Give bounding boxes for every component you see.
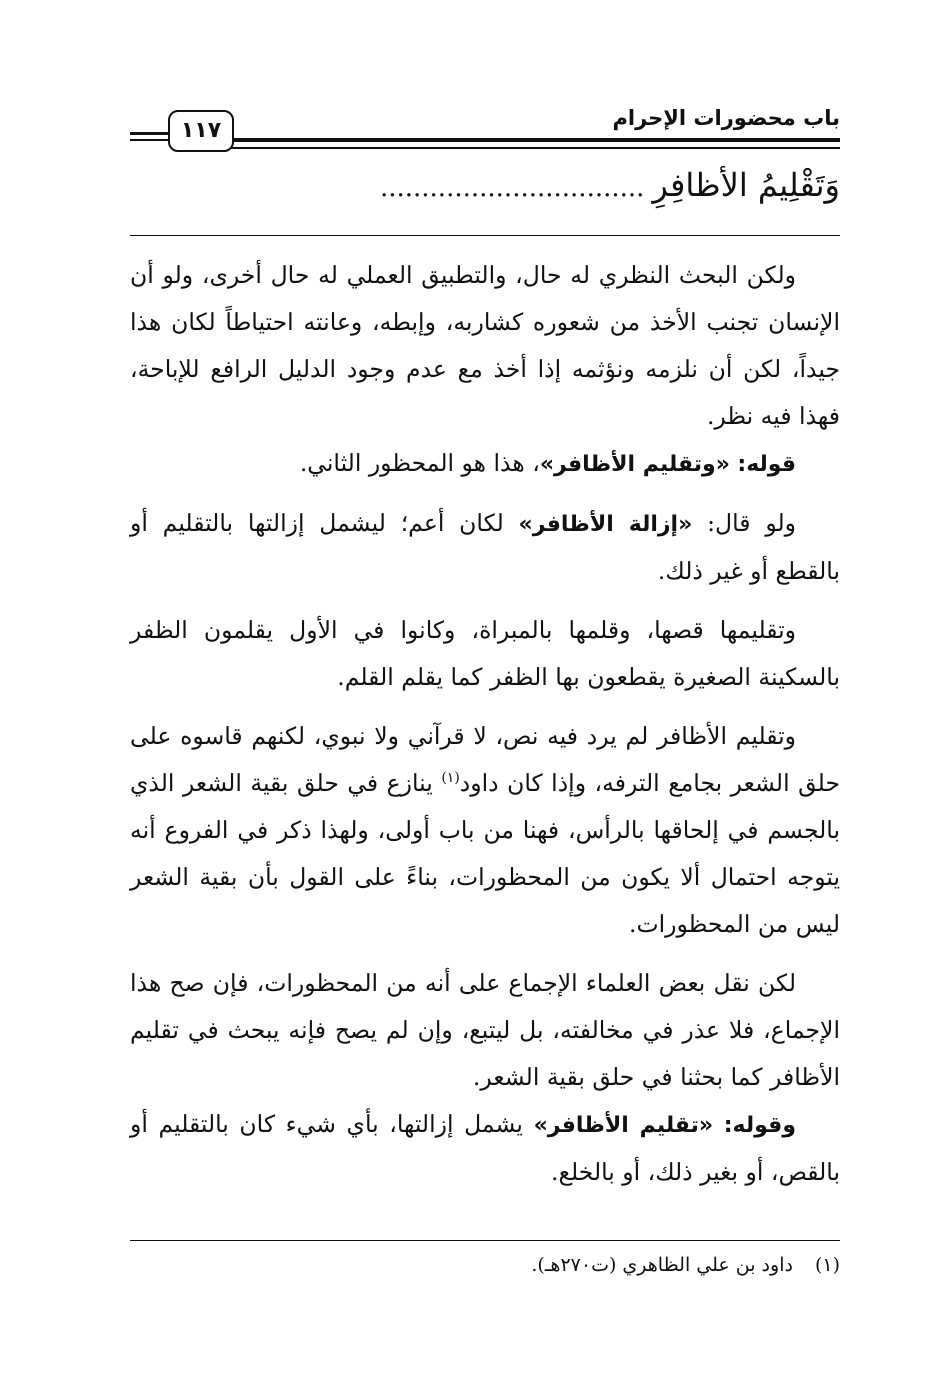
paragraph-text: ولكن البحث النظري له حال، والتطبيق العملي له حال أخرى، ولو أن الإنسان تجنب الأخذ من شعوره كشاربه، وإبطه، وعانته احتياطاً لكان هذا جيداً، لكن أن نلزمه ونؤثمه إذا أخذ مع عدم وجود الدليل الرافع للإباحة، فهذا فيه نظر. xyxy=(130,261,840,430)
quoted-term: «إزالة الأظافر» xyxy=(518,512,693,537)
paragraph-1 xyxy=(130,252,840,440)
footnote-divider xyxy=(130,1240,840,1241)
paragraph-6 xyxy=(130,960,840,1101)
paragraph-3 xyxy=(130,500,840,595)
section-heading-text: وَتَقْلِيمُ الأظافِرِ xyxy=(652,166,840,204)
section-divider xyxy=(130,235,840,236)
running-header xyxy=(130,106,840,154)
paragraph-4 xyxy=(130,607,840,701)
paragraph-lead: قوله: xyxy=(737,452,796,477)
paragraph-text: ، هذا هو المحظور الثاني. xyxy=(299,449,540,477)
footnote xyxy=(130,1250,840,1280)
paragraph-text: لكان أعم؛ ليشمل إزالتها بالتقليم أو بالقطع أو غير ذلك. xyxy=(130,509,840,585)
paragraph-text: ينازع في حلق بقية الشعر الذي بالجسم في إلحاقها بالرأس، فهنا من باب أولى، ولهذا ذكر في الفروع أنه يتوجه احتمال ألا يكون من المحظورات، بناءً على القول بأن بقية الشعر ليس من المحظورات. xyxy=(130,769,840,938)
paragraph-5 xyxy=(130,713,840,948)
paragraph-lead: وقوله: xyxy=(723,1113,796,1138)
header-rule-left xyxy=(130,132,172,141)
footnote-number: (١) xyxy=(814,1254,840,1276)
paragraph-text: وتقليمها قصها، وقلمها بالمبراة، وكانوا في الأول يقلمون الظفر بالسكينة الصغيرة يقطعون بها الظفر كما يقلم القلم. xyxy=(130,616,840,691)
paragraph-text: لكن نقل بعض العلماء الإجماع على أنه من المحظورات، فإن صح هذا الإجماع، فلا عذر في مخالفته، بل ليتبع، وإن لم يصح فإنه يبحث في تقليم الأظافر كما بحثنا في حلق بقية الشعر. xyxy=(130,969,840,1091)
paragraph-lead: ولو قال: xyxy=(707,509,796,537)
section-heading-dots: ................................ xyxy=(379,173,645,203)
paragraph-text: وتقليم الأظافر لم يرد فيه نص، لا قرآني ولا نبوي، لكنهم قاسوه على حلق الشعر بجامع الترفه، وإذا كان داود xyxy=(130,722,840,797)
paragraph-7 xyxy=(130,1101,840,1196)
chapter-title: باب محضورات الإحرام xyxy=(612,106,840,130)
body-text xyxy=(130,252,840,1196)
footnote-reference[interactable]: (١) xyxy=(441,770,460,787)
quoted-term: «تقليم الأظافر» xyxy=(533,1113,714,1138)
section-heading xyxy=(130,166,840,222)
header-rule-right xyxy=(228,138,840,149)
page-number: ١١٧ xyxy=(168,110,234,152)
paragraph-text: يشمل إزالتها، بأي شيء كان بالتقليم أو بالقص، أو بغير ذلك، أو بالخلع. xyxy=(130,1110,840,1186)
quoted-term: «وتقليم الأظافر» xyxy=(539,452,730,477)
footnote-text: داود بن علي الظاهري (ت٢٧٠هـ). xyxy=(531,1254,793,1276)
paragraph-2 xyxy=(130,440,840,488)
